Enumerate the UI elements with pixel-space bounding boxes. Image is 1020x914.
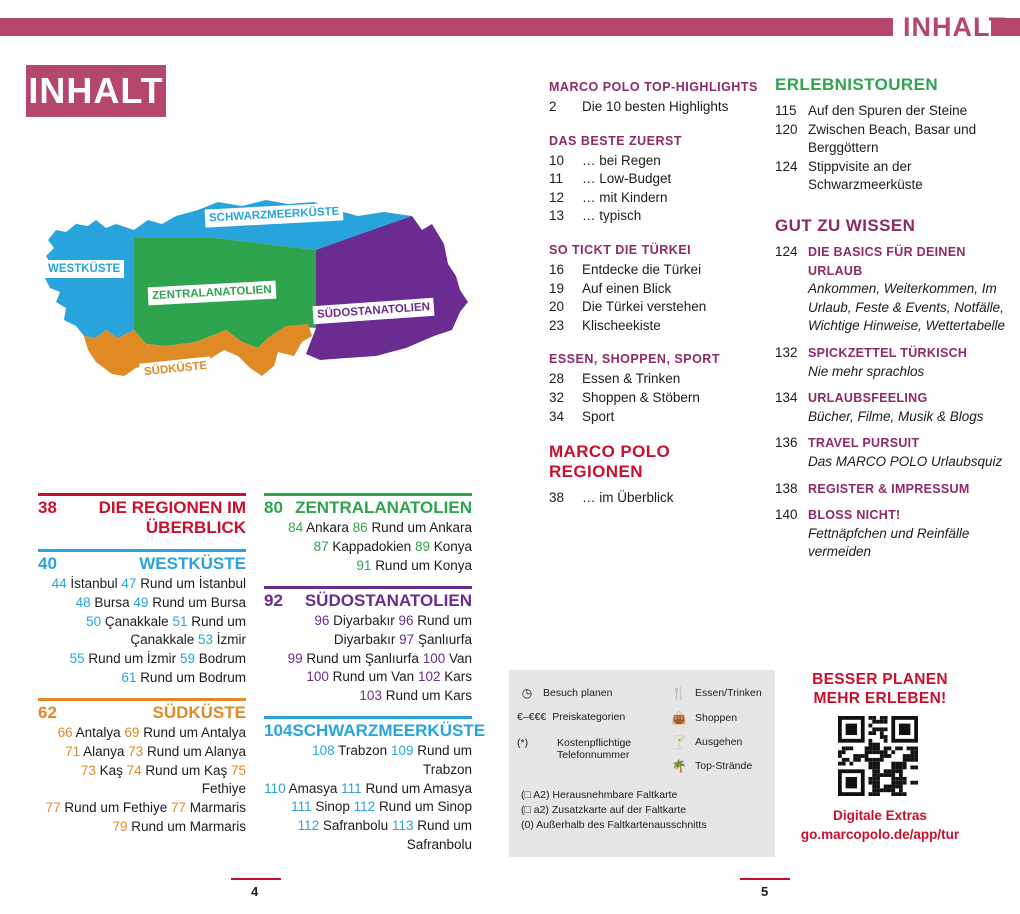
legend-note: (□ a2) Zusatzkarte auf der Faltkarte xyxy=(521,804,687,816)
entry-page-number: 102 xyxy=(414,669,445,685)
entry-title[interactable]: Rund um Fethiye xyxy=(64,800,168,816)
region-rule xyxy=(264,493,472,496)
region-overview xyxy=(38,493,246,538)
entry-page-number: 89 xyxy=(411,538,434,554)
section-title: ERLEBNISTOUREN xyxy=(775,75,939,94)
entry-page-number: 71 xyxy=(65,743,84,759)
entry-page-number: 113 xyxy=(388,818,418,834)
toc-item-title: Auf einen Blick xyxy=(582,280,672,296)
region-schwarzmeer-title: SCHWARZMEERKÜSTE xyxy=(292,721,486,740)
toc-item[interactable] xyxy=(775,102,1010,121)
toc-section-so-tickt xyxy=(549,242,759,335)
entry-title[interactable]: Safranbolu xyxy=(322,818,389,834)
toc-column-right xyxy=(775,75,1010,570)
region-entry-line xyxy=(264,687,472,706)
map-label-zentralanatolien: ZENTRALANATOLIEN xyxy=(148,281,276,306)
region-rule xyxy=(264,716,472,719)
entry-title[interactable]: Çanakkale xyxy=(104,613,169,629)
promo-headline xyxy=(795,670,965,708)
toc-item-page: 124 xyxy=(775,158,798,174)
entry-title[interactable]: Van xyxy=(448,650,472,666)
section-items xyxy=(549,152,759,226)
entry-title[interactable]: Rund um İstanbul xyxy=(140,576,246,591)
toc-item[interactable] xyxy=(775,389,1010,426)
page-number-rule-right xyxy=(740,878,790,880)
region-schwarzmeer-entries xyxy=(264,742,472,855)
toc-item[interactable] xyxy=(549,152,759,171)
region-entry-line xyxy=(38,613,246,632)
promo-url[interactable]: go.marcopolo.de/app/tur xyxy=(800,827,960,842)
entry-title[interactable]: İstanbul xyxy=(70,576,118,591)
toc-item-title: … Low-Budget xyxy=(582,171,672,187)
region-schwarzmeerkueste xyxy=(264,716,486,855)
entry-title[interactable]: Rund um Amasya xyxy=(365,780,472,796)
toc-item-title: Sport xyxy=(582,408,615,424)
page-number-rule-left xyxy=(231,878,281,880)
toc-item-title: Zwischen Beach, Basar und Berggöttern xyxy=(808,121,977,156)
entry-title[interactable]: Rund um Ankara xyxy=(371,520,472,535)
toc-item-page: 20 xyxy=(549,299,565,315)
cocktail-icon: 🍸 xyxy=(671,735,687,749)
region-suedost-entries xyxy=(264,612,472,706)
toc-item-page: 38 xyxy=(549,490,565,506)
entry-title[interactable]: Rund um Kars xyxy=(385,688,472,704)
section-title: SO TICKT DIE TÜRKEI xyxy=(549,242,692,257)
toc-item-page: 13 xyxy=(549,208,565,224)
toc-item[interactable] xyxy=(549,408,759,427)
entry-page-number: 61 xyxy=(121,669,141,685)
entry-title[interactable]: Rund um Konya xyxy=(375,557,472,573)
map-label-suedkueste: SÜDKÜSTE xyxy=(139,356,212,381)
promo-line-1: BESSER PLANEN xyxy=(812,671,948,688)
shopping-bag-icon: 👜 xyxy=(671,711,687,725)
section-title: GUT ZU WISSEN xyxy=(775,215,916,235)
toc-item[interactable] xyxy=(775,243,1010,336)
entry-title[interactable]: Rund um Sinop xyxy=(378,799,472,815)
region-zentral-title: ZENTRALANATOLIEN xyxy=(295,498,472,517)
toc-item-page: 28 xyxy=(549,371,565,387)
toc-section-top-highlights xyxy=(549,79,759,117)
toc-item[interactable] xyxy=(549,280,759,299)
legend-shoppen xyxy=(669,711,737,725)
toc-item-subtitle: Fettnäpfchen und Reinfälle vermeiden xyxy=(808,525,970,560)
toc-item-title: Die Türkei verstehen xyxy=(582,299,707,315)
entry-title[interactable]: Çanakkale xyxy=(130,632,195,648)
legend-preis-label: Preiskategorien xyxy=(552,711,626,723)
entry-title[interactable]: Rund um Antalya xyxy=(143,725,246,740)
entry-title[interactable]: Marmaris xyxy=(189,800,246,816)
region-overview-number: 38 xyxy=(38,498,57,517)
legend-strand xyxy=(669,759,752,773)
toc-item[interactable] xyxy=(549,189,759,208)
entry-page-number: 66 xyxy=(57,725,76,740)
section-items xyxy=(549,98,759,117)
legend-shoppen-label: Shoppen xyxy=(695,712,738,724)
entry-page-number: 49 xyxy=(129,594,153,610)
entry-page-number: 74 xyxy=(122,762,146,778)
entry-title[interactable]: Rund um Bursa xyxy=(152,594,246,610)
region-entry-line xyxy=(264,631,472,650)
entry-title[interactable]: Kappadokien xyxy=(332,538,412,554)
region-zentralanatolien xyxy=(264,493,472,575)
entry-title[interactable]: İzmir xyxy=(216,632,246,648)
entry-page-number: 69 xyxy=(120,725,144,740)
entry-title[interactable]: Amasya xyxy=(288,780,338,796)
legend-notes xyxy=(521,788,707,833)
section-title: ESSEN, SHOPPEN, SPORT xyxy=(549,352,720,367)
toc-item-page: 124 xyxy=(775,243,798,259)
entry-title[interactable]: Rund um xyxy=(417,818,472,834)
entry-title[interactable]: Rund um İzmir xyxy=(88,651,177,667)
section-title: MARCO POLO TOP-HIGHLIGHTS xyxy=(549,80,758,94)
toc-item[interactable] xyxy=(549,317,759,336)
region-entry-line xyxy=(38,724,246,743)
promo-footer xyxy=(780,806,980,844)
toc-item-page: 140 xyxy=(775,507,798,523)
promo-line-2: MEHR ERLEBEN! xyxy=(813,690,947,707)
legend-ausgehen xyxy=(669,735,742,749)
header-title: INHALT xyxy=(903,12,1006,42)
toc-item-body xyxy=(808,480,1010,499)
region-entry-line xyxy=(38,631,246,650)
region-suedost-number: 92 xyxy=(264,591,283,610)
legend-box xyxy=(509,670,775,857)
entry-page-number: 96 xyxy=(314,613,334,628)
entry-page-number: 96 xyxy=(394,613,418,628)
toc-item-page: 120 xyxy=(775,121,798,137)
entry-page-number: 77 xyxy=(45,800,65,816)
toc-item-title: URLAUBSFEELING xyxy=(808,391,928,406)
region-entry-line xyxy=(264,538,472,557)
entry-page-number: 97 xyxy=(395,631,418,647)
entry-page-number: 75 xyxy=(227,762,246,778)
region-entry-line xyxy=(38,669,246,688)
entry-page-number: 103 xyxy=(359,688,386,704)
entry-page-number: 84 xyxy=(288,520,307,535)
entry-title[interactable]: Trabzon xyxy=(338,743,388,758)
toc-section-essen-shoppen xyxy=(549,351,759,426)
region-entry-line xyxy=(38,650,246,669)
region-zentral-number: 80 xyxy=(264,498,283,517)
legend-telefon-symbol: (*) xyxy=(517,737,529,749)
legend-strand-label: Top-Strände xyxy=(695,760,753,772)
entry-title[interactable]: Antalya xyxy=(75,725,121,740)
toc-item-page: 16 xyxy=(549,261,565,277)
entry-title[interactable]: Ankara xyxy=(306,520,349,535)
entry-title[interactable]: Rund um Bodrum xyxy=(140,669,246,685)
entry-page-number: 111 xyxy=(291,799,316,815)
region-entry-line xyxy=(38,799,246,818)
toc-item-body xyxy=(808,434,1010,471)
entry-page-number: 111 xyxy=(337,780,366,796)
region-entry-line xyxy=(264,519,472,538)
toc-item-title: Shoppen & Stöbern xyxy=(582,389,700,405)
region-entry-line xyxy=(264,798,472,817)
region-entry-line xyxy=(38,818,246,837)
toc-item[interactable] xyxy=(775,506,1010,562)
toc-item-page: 19 xyxy=(549,280,565,296)
toc-item-title: Essen & Trinken xyxy=(582,371,681,387)
toc-item-subtitle: Bücher, Filme, Musik & Blogs xyxy=(808,408,984,424)
entry-page-number: 86 xyxy=(348,520,372,535)
entry-page-number: 51 xyxy=(168,613,192,629)
toc-item[interactable] xyxy=(549,370,759,389)
toc-item-title: Auf den Spuren der Steine xyxy=(808,103,968,118)
toc-item-title: … bei Regen xyxy=(582,152,661,168)
toc-item[interactable] xyxy=(549,489,759,508)
region-entry-line xyxy=(264,650,472,669)
toc-item-title: BLOSS NICHT! xyxy=(808,508,901,523)
toc-item-title: … mit Kindern xyxy=(582,189,668,205)
entry-title[interactable]: Rund um Trabzon xyxy=(417,743,472,777)
entry-title[interactable]: Alanya xyxy=(83,743,125,759)
region-westkueste-number: 40 xyxy=(38,554,57,573)
toc-item[interactable] xyxy=(549,261,759,280)
region-entry-line xyxy=(264,817,472,836)
entry-page-number: 99 xyxy=(287,650,307,666)
section-items xyxy=(549,489,759,508)
clock-icon: ◷ xyxy=(521,686,533,700)
region-rule xyxy=(38,549,246,552)
toc-item-title: TRAVEL PURSUIT xyxy=(808,436,920,451)
region-suedostanatolien xyxy=(264,586,472,706)
region-westkueste-title: WESTKÜSTE xyxy=(139,554,246,573)
toc-column-marco-polo xyxy=(549,79,759,508)
entry-title[interactable]: Diyarbakır xyxy=(333,613,395,628)
toc-item-body xyxy=(808,506,1010,562)
region-entry-line xyxy=(264,668,472,687)
entry-title[interactable]: Rund um Alanya xyxy=(146,743,246,759)
toc-item-subtitle: Nie mehr sprachlos xyxy=(808,363,925,379)
legend-note: (□ A2) Herausnehmbare Faltkarte xyxy=(521,789,678,801)
legend-note: (0) Außerhalb des Faltkartenausschnitts xyxy=(521,819,707,831)
toc-item[interactable] xyxy=(775,434,1010,471)
legend-essen xyxy=(669,686,762,700)
region-entry-line xyxy=(264,557,472,576)
toc-section-regionen xyxy=(549,442,759,508)
page-number-left: 4 xyxy=(251,884,259,899)
region-suedkueste-entries xyxy=(38,724,246,837)
toc-item-page: 136 xyxy=(775,435,798,451)
entry-page-number: 77 xyxy=(167,800,190,816)
entry-page-number: 73 xyxy=(124,743,147,759)
promo-line-3: Digitale Extras xyxy=(833,808,927,823)
entry-page-number: 59 xyxy=(176,651,199,667)
toc-item-title: Klischeekiste xyxy=(582,317,661,333)
entry-page-number: 48 xyxy=(75,594,95,610)
toc-item[interactable] xyxy=(775,344,1010,381)
region-entry-line xyxy=(38,743,246,762)
entry-page-number: 79 xyxy=(112,818,132,834)
toc-item-page: 134 xyxy=(775,390,798,406)
toc-item-title: … im Überblick xyxy=(582,490,674,506)
palm-tree-icon: 🌴 xyxy=(671,759,687,773)
toc-item-title: … typisch xyxy=(582,208,642,224)
toc-item-page: 11 xyxy=(549,171,564,187)
legend-besuch xyxy=(517,686,612,700)
toc-item-body xyxy=(808,389,1010,426)
region-suedost-title: SÜDOSTANATOLIEN xyxy=(304,591,472,610)
entry-title[interactable]: Kaş xyxy=(99,762,123,778)
toc-item-subtitle: Das MARCO POLO Urlaubsquiz xyxy=(808,453,1003,469)
entry-page-number: 44 xyxy=(51,576,71,591)
section-title: DAS BESTE ZUERST xyxy=(549,133,683,148)
entry-title[interactable]: Rund um Van xyxy=(332,669,415,685)
toc-item-page: 138 xyxy=(775,480,798,496)
section-title: MARCO POLO REGIONEN xyxy=(549,442,671,482)
toc-item-page: 23 xyxy=(549,317,565,333)
legend-ausgehen-label: Ausgehen xyxy=(695,736,743,748)
entry-title[interactable]: Diyarbakır xyxy=(333,631,396,647)
toc-item-title: REGISTER & IMPRESSUM xyxy=(808,481,970,496)
entry-page-number: 55 xyxy=(69,651,89,667)
legend-besuch-label: Besuch planen xyxy=(543,687,613,699)
entry-page-number: 91 xyxy=(356,557,376,573)
toc-item-page: 132 xyxy=(775,344,798,360)
entry-page-number: 100 xyxy=(418,650,449,666)
entry-page-number: 110 xyxy=(264,780,289,796)
entry-title[interactable]: Bodrum xyxy=(198,651,246,667)
toc-item-page: 10 xyxy=(549,152,565,168)
entry-page-number: 109 xyxy=(387,743,418,758)
map-label-schwarzmeerkueste: SCHWARZMEERKÜSTE xyxy=(205,202,344,227)
legend-preis xyxy=(517,711,625,723)
entry-page-number: 53 xyxy=(194,632,217,648)
entry-title[interactable]: Safranbolu xyxy=(406,836,472,852)
region-overview-title: DIE REGIONEN IM ÜBERBLICK xyxy=(98,498,246,537)
toc-item-title: SPICKZETTEL TÜRKISCH xyxy=(808,345,968,360)
region-rule xyxy=(38,698,246,701)
toc-section-gut-zu-wissen xyxy=(775,216,1010,562)
toc-section-erlebnistouren xyxy=(775,75,1010,195)
region-suedkueste-title: SÜDKÜSTE xyxy=(152,703,246,722)
legend-telefon xyxy=(517,737,637,761)
toc-item-body xyxy=(808,243,1010,336)
toc-item[interactable] xyxy=(775,158,1010,195)
entry-title[interactable]: Rund um Marmaris xyxy=(131,818,246,834)
region-entry-line xyxy=(38,594,246,613)
toc-item[interactable] xyxy=(549,207,759,226)
map-region-westkueste xyxy=(44,220,134,338)
entry-title[interactable]: Rund um xyxy=(191,613,246,629)
entry-page-number: 87 xyxy=(313,538,333,554)
entry-page-number: 47 xyxy=(117,576,141,591)
qr-code[interactable] xyxy=(838,716,918,796)
region-entry-line xyxy=(264,742,472,780)
entry-title[interactable]: Rund um Şanlıurfa xyxy=(306,650,419,666)
section-items xyxy=(775,102,1010,195)
toc-item[interactable] xyxy=(549,389,759,408)
toc-item-page: 32 xyxy=(549,389,565,405)
toc-item-title: DIE BASICS FÜR DEINEN URLAUB xyxy=(808,244,966,278)
legend-essen-label: Essen/Trinken xyxy=(695,687,762,699)
map-label-westkueste: WESTKÜSTE xyxy=(44,260,124,278)
entry-page-number: 100 xyxy=(306,669,333,685)
entry-page-number: 112 xyxy=(349,799,379,815)
region-westkueste xyxy=(38,549,246,688)
region-rule xyxy=(264,586,472,589)
region-entry-line xyxy=(38,762,246,800)
entry-title[interactable]: Fethiye xyxy=(201,781,246,797)
toc-item-title: Stippvisite an der Schwarzmeerküste xyxy=(808,158,923,193)
toc-section-beste-zuerst xyxy=(549,133,759,226)
entry-title[interactable]: Konya xyxy=(433,538,472,554)
toc-item-page: 34 xyxy=(549,408,565,424)
map-label-suedostanatolien: SÜDOSTANATOLIEN xyxy=(313,298,435,324)
header-bar xyxy=(0,18,893,36)
section-items xyxy=(775,243,1010,562)
entry-page-number: 73 xyxy=(80,762,100,778)
region-westkueste-entries xyxy=(38,575,246,688)
toc-item-subtitle: Ankommen, Weiterkommen, Im Urlaub, Feste & Events, Notfälle, Wichtige Hinweise, Wettertabelle xyxy=(808,281,1005,334)
region-rule xyxy=(38,493,246,496)
legend-telefon-label: Kostenpflichtige Telefonnummer xyxy=(557,737,632,761)
page-title: INHALT xyxy=(26,65,166,117)
entry-page-number: 50 xyxy=(86,613,105,629)
toc-item-page: 115 xyxy=(775,103,797,118)
region-zentral-entries xyxy=(264,519,472,575)
toc-item-page: 12 xyxy=(549,189,565,205)
page-number-right: 5 xyxy=(761,884,769,899)
region-suedkueste-number: 62 xyxy=(38,703,57,722)
section-items xyxy=(549,370,759,426)
toc-item[interactable] xyxy=(775,480,1010,499)
fork-knife-icon: 🍴 xyxy=(671,686,687,700)
toc-item[interactable] xyxy=(549,98,759,117)
section-items xyxy=(549,261,759,335)
region-entry-line xyxy=(264,780,472,799)
legend-preis-symbol: €–€€€ xyxy=(517,711,547,723)
entry-title[interactable]: Rund um Kaş xyxy=(145,762,228,778)
entry-title[interactable]: Şanlıurfa xyxy=(417,631,472,647)
entry-title[interactable]: Bursa xyxy=(94,594,130,610)
toc-item-title: Die 10 besten Highlights xyxy=(582,99,729,114)
region-entry-line xyxy=(264,836,472,855)
toc-item[interactable] xyxy=(549,170,759,189)
toc-item-page: 2 xyxy=(549,99,557,114)
entry-title[interactable]: Rund um xyxy=(417,613,472,628)
toc-item-title: Entdecke die Türkei xyxy=(582,261,702,277)
region-entry-line xyxy=(38,575,246,594)
toc-item[interactable] xyxy=(549,298,759,317)
entry-page-number: 112 xyxy=(297,818,323,834)
entry-title[interactable]: Kars xyxy=(444,669,472,685)
region-suedkueste xyxy=(38,698,246,837)
toc-item[interactable] xyxy=(775,121,1010,158)
entry-title[interactable]: Sinop xyxy=(315,799,350,815)
entry-page-number: 108 xyxy=(312,743,339,758)
region-entry-line xyxy=(264,612,472,631)
toc-item-body xyxy=(808,344,1010,381)
region-schwarzmeer-number: 104 xyxy=(264,721,293,740)
